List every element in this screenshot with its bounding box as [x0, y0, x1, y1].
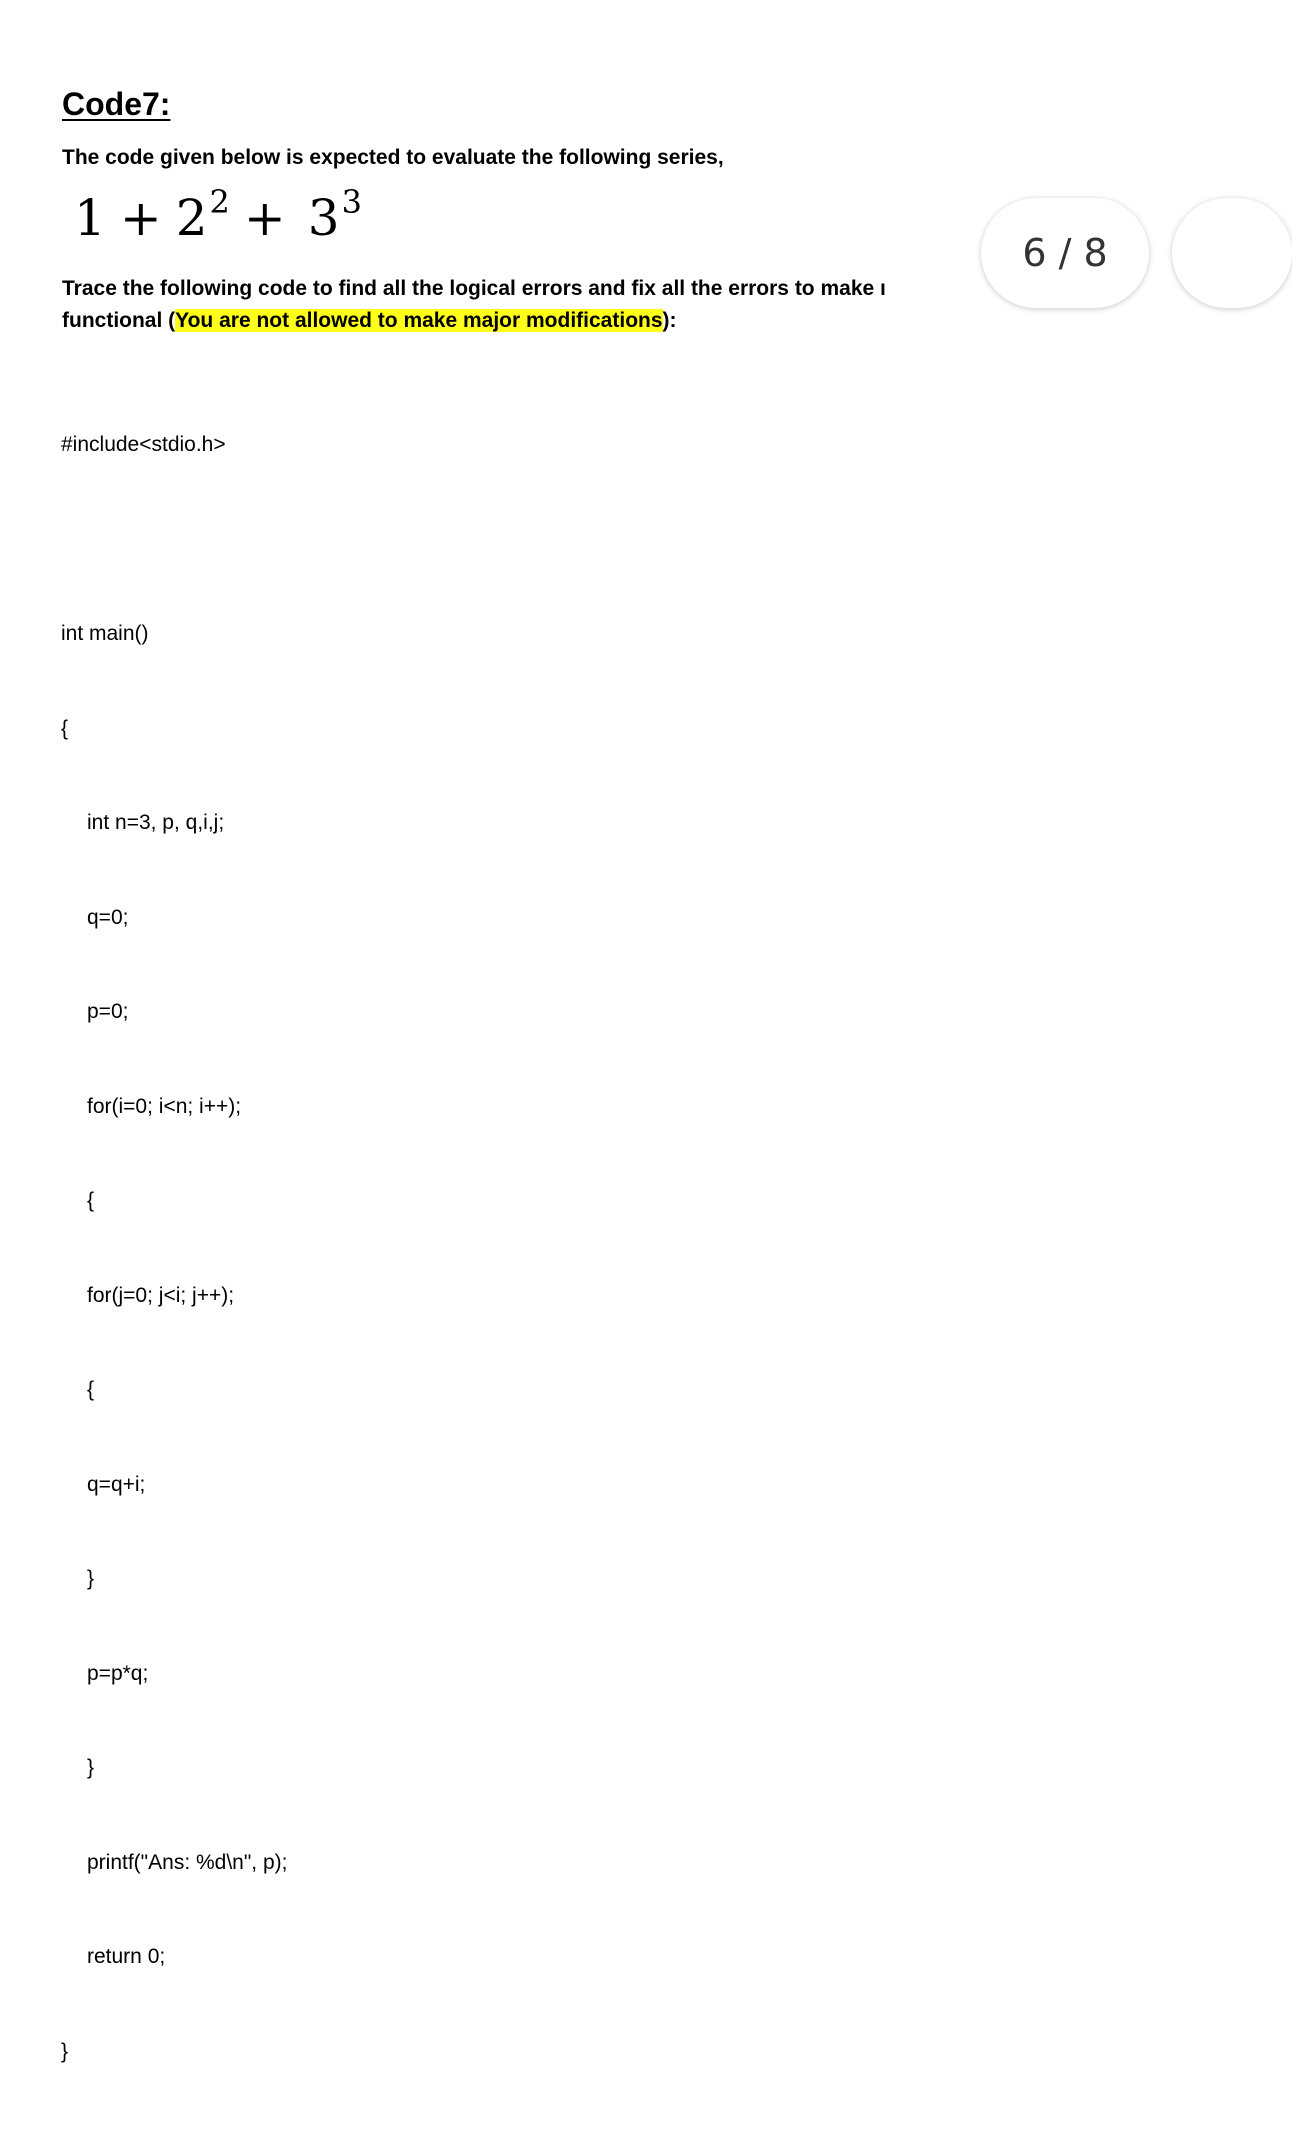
instruction-text [62, 273, 1002, 337]
code-line: { [61, 716, 69, 740]
page-indicator[interactable]: 6 / 8 [981, 198, 1149, 308]
page-title: Code7: [62, 86, 171, 122]
series-formula [74, 183, 362, 247]
instruction-line-2-end: ): [662, 309, 677, 332]
formula-base-2: 2 [175, 189, 208, 247]
code-block [61, 366, 287, 2130]
code-line: int main() [61, 622, 149, 645]
code-line: return 0; [87, 1945, 166, 1968]
intro-text: The code given below is expected to evaluate the following series, [62, 146, 724, 169]
code-line: q=0; [87, 905, 129, 929]
code-line: int n=3, p, q,i,j; [87, 811, 225, 834]
code-line: q=q+i; [87, 1472, 146, 1496]
formula-term-3 [307, 183, 362, 247]
formula-plus-2: + [243, 189, 286, 247]
instruction-line-1: Trace the following code to find all the logical errors and fix all the errors to make ı [62, 277, 886, 300]
code-line: #include<stdio.h> [61, 433, 226, 456]
instruction-line-2-start: functional ( [62, 309, 176, 332]
code-line [61, 524, 287, 556]
formula-term-2 [175, 183, 230, 247]
instruction-line-2 [62, 305, 1002, 337]
code-line: p=0; [87, 1000, 129, 1023]
code-line: for(j=0; j<i; j++); [87, 1283, 235, 1307]
code-line: { [87, 1189, 95, 1212]
code-line: { [87, 1378, 95, 1401]
code-line: } [61, 2039, 69, 2063]
formula-plus-1: + [119, 189, 162, 247]
formula-exp-2: 2 [209, 183, 230, 221]
highlighted-note: You are not allowed to make major modifications [175, 309, 663, 332]
formula-base-3: 3 [307, 189, 340, 247]
formula-term-1: 1 [74, 189, 106, 247]
code-line: for(i=0; i<n; i++); [87, 1094, 242, 1118]
formula-exp-3: 3 [341, 183, 362, 221]
code-line: printf("Ans: %d\n", p); [87, 1850, 288, 1874]
code-line: p=p*q; [87, 1661, 149, 1685]
next-page-control[interactable] [1172, 198, 1292, 308]
code-line: } [87, 1756, 95, 1779]
code-line: } [87, 1567, 95, 1590]
